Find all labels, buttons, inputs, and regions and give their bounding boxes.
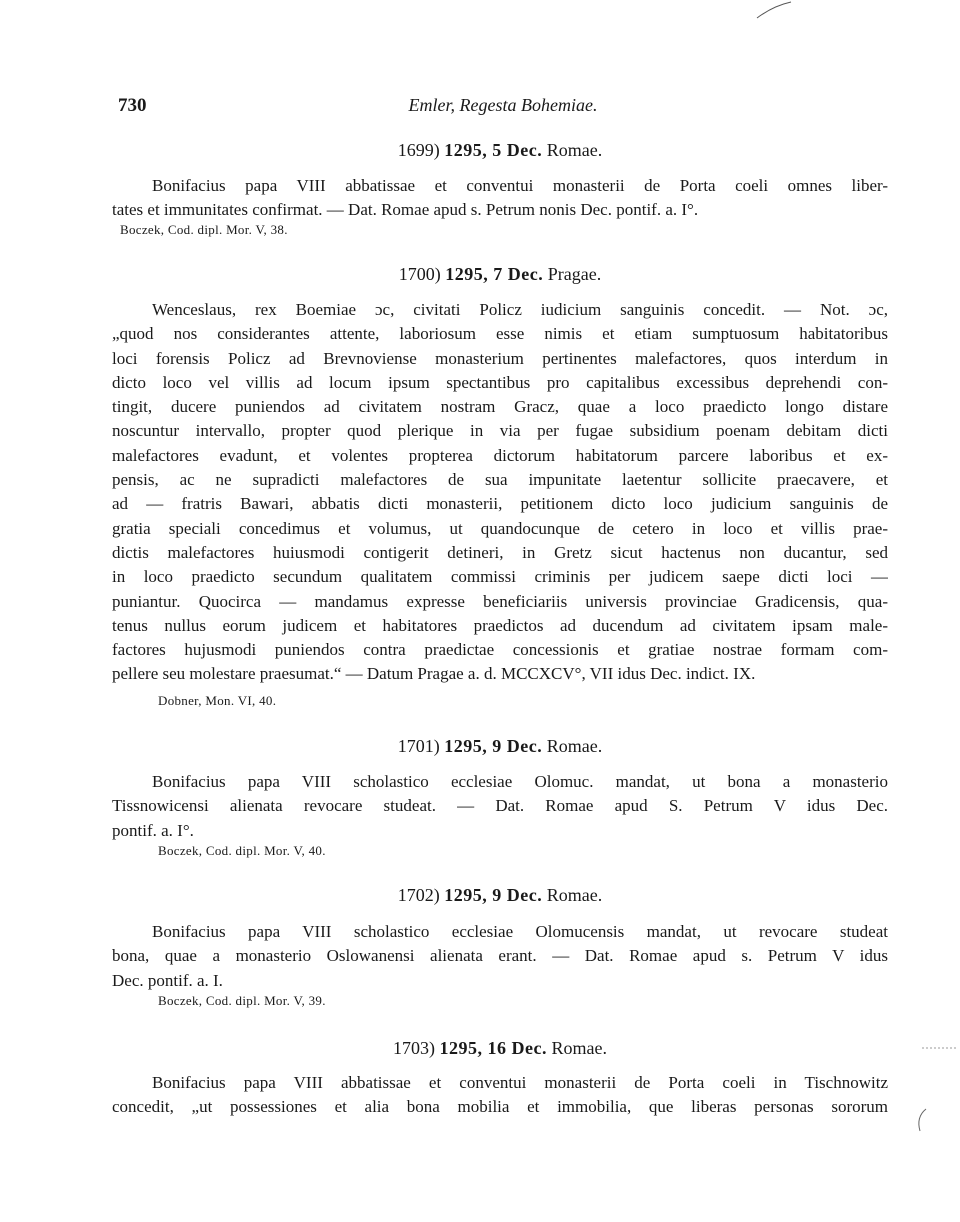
source-citation: Boczek, Cod. dipl. Mor. V, 38. — [120, 222, 288, 237]
entry-place: Romae. — [546, 885, 603, 905]
text-line: loci forensis Policz ad Brevnoviense monasterium pertinentes malefactores, quos interdum in — [112, 348, 888, 368]
scan-mark-icon — [920, 1045, 960, 1051]
text-line: concedit, „ut possessiones et alia bona mobilia et immobilia, que liberas personas sororum — [112, 1097, 888, 1117]
entry-text — [112, 770, 888, 843]
text-line: malefactores evadunt, et volentes propterea dictorum habitatorum parcere laboribus et ex- — [112, 445, 888, 465]
text-line: Dec. pontif. a. I. — [112, 970, 223, 990]
text-line: Tissnowicensi alienata revocare studeat. — Dat. Romae apud S. Petrum V idus Dec. — [112, 796, 888, 816]
entry-heading — [112, 736, 888, 757]
text-line: dicto loco vel villis ad locum ipsum spectantibus pro capitalibus excessibus deprehendi con- — [112, 372, 888, 392]
text-line: in loco praedicto secundum qualitatem commissi criminis per judicem saepe dicti loci — — [112, 567, 888, 587]
entry-place: Romae. — [546, 736, 603, 756]
text-line: tenus nullus eorum judicem et habitatores praedictos ad ducendum ad civitatem ipsam male- — [112, 615, 888, 635]
entry-date: 1295, 5 Dec. — [444, 140, 543, 160]
text-line: Bonifacius papa VIII scholastico ecclesiae Olomucensis mandat, ut revocare studeat — [152, 922, 888, 941]
entry-date: 1295, 16 Dec. — [439, 1038, 547, 1058]
page-number: 730 — [118, 95, 147, 116]
entry-text — [112, 1071, 888, 1120]
text-line: tates et immunitates confirmat. — Dat. Romae apud s. Petrum nonis Dec. pontif. a. I°. — [112, 200, 699, 220]
text-line: ad — fratris Bawari, abbatis dicti monasterii, petitionem dicto loco judicium sanguinis de — [112, 494, 888, 514]
entry-heading — [112, 264, 888, 285]
entry-place: Romae. — [551, 1038, 607, 1058]
scan-mark-icon — [755, 0, 795, 20]
source-citation: Dobner, Mon. VI, 40. — [158, 693, 277, 708]
text-line: „quod nos considerantes attente, laboriosum esse nimis et etiam sumptuosum habitatoribus — [112, 324, 888, 344]
entry-heading — [112, 885, 888, 906]
entry-date: 1295, 9 Dec. — [444, 736, 543, 756]
entry-date: 1295, 7 Dec. — [445, 264, 544, 284]
text-line: gratia speciali concedimus et volumus, ut quandocunque de cetero in loco et villis prae- — [112, 518, 888, 538]
entry-place: Romae. — [546, 140, 603, 160]
running-header — [118, 95, 888, 121]
entry-text — [112, 920, 888, 993]
text-line: bona, quae a monasterio Oslowanensi alienata erant. — Dat. Romae apud s. Petrum V idus — [112, 946, 888, 966]
text-line: pontif. a. I°. — [112, 820, 194, 840]
text-line: factores hujusmodi puniendos contra praedictae concessionis et gratiae nostrae formam com- — [112, 640, 888, 660]
entry-number: 1701) — [397, 736, 440, 756]
entry-place: Pragae. — [547, 264, 602, 284]
text-line: puniantur. Quocirca — mandamus expresse beneficiariis universis provinciae Gradicensis, qua- — [112, 591, 888, 611]
entry-heading — [112, 140, 888, 161]
scan-mark-icon — [912, 1105, 932, 1135]
text-line: dictis malefactores huiusmodi contigerit detineri, in Gretz sicut hactenus non ducantur, sed — [112, 542, 888, 562]
running-title: Emler, Regesta Bohemiae. — [408, 95, 598, 115]
text-line: tingit, ducere puniendos ad civitatem nostram Gracz, quae a loco praedicto longo distare — [112, 397, 888, 417]
text-line: Bonifacius papa VIII abbatissae et conventui monasterii de Porta coeli in Tischnowitz — [152, 1073, 888, 1092]
source-citation: Boczek, Cod. dipl. Mor. V, 39. — [158, 993, 326, 1008]
text-line: Bonifacius papa VIII scholastico ecclesiae Olomuc. mandat, ut bona a monasterio — [152, 772, 888, 791]
entry-number: 1700) — [398, 264, 441, 284]
text-line: pensis, ac ne supradicti malefactores de sua impunitate laetentur sollicite praecavere, et — [112, 470, 888, 490]
entry-text — [112, 298, 888, 687]
entry-heading — [112, 1038, 888, 1059]
entry-text — [112, 174, 888, 223]
source-citation: Boczek, Cod. dipl. Mor. V, 40. — [158, 843, 326, 858]
entry-number: 1699) — [397, 140, 440, 160]
entry-date: 1295, 9 Dec. — [444, 885, 543, 905]
text-line: pellere seu molestare praesumat.“ — Datum Pragae a. d. MCCXCV°, VII idus Dec. indict. IX. — [112, 664, 756, 684]
entry-number: 1702) — [397, 885, 440, 905]
text-line: Bonifacius papa VIII abbatissae et conventui monasterii de Porta coeli omnes liber- — [152, 176, 888, 195]
text-line: noscuntur intervallo, propter quod plerique in via per fugae subsidium poenam debitam dicti — [112, 421, 888, 441]
text-line: Wenceslaus, rex Boemiae ɔc, civitati Policz iudicium sanguinis concedit. — Not. ɔc, — [152, 300, 888, 319]
entry-number: 1703) — [393, 1038, 435, 1058]
